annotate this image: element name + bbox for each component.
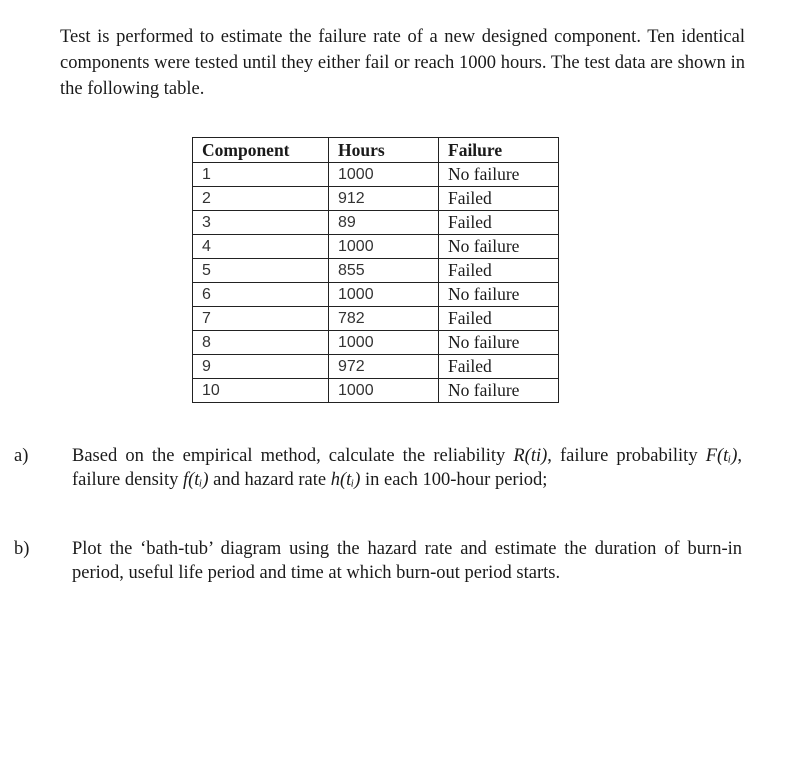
table-row bbox=[193, 187, 559, 211]
cell-component: 3 bbox=[193, 211, 329, 235]
cell-hours: 972 bbox=[329, 355, 439, 379]
cell-failure: No failure bbox=[439, 379, 559, 403]
cell-failure: Failed bbox=[439, 187, 559, 211]
cell-failure: Failed bbox=[439, 307, 559, 331]
header-component: Component bbox=[193, 138, 329, 163]
cell-failure: No failure bbox=[439, 283, 559, 307]
cell-hours: 855 bbox=[329, 259, 439, 283]
reliability-symbol: R(ti) bbox=[513, 446, 548, 466]
cell-hours: 1000 bbox=[329, 163, 439, 187]
cell-failure: Failed bbox=[439, 355, 559, 379]
cell-component: 8 bbox=[193, 331, 329, 355]
cell-component: 1 bbox=[193, 163, 329, 187]
question-a-part2: , failure probability bbox=[547, 446, 706, 466]
cell-component: 7 bbox=[193, 307, 329, 331]
cell-component: 6 bbox=[193, 283, 329, 307]
hazard-rate-symbol: h(tᵢ) bbox=[330, 470, 361, 490]
cell-failure: No failure bbox=[439, 163, 559, 187]
failure-probability-symbol: F(tᵢ) bbox=[705, 446, 738, 466]
cell-hours: 1000 bbox=[329, 331, 439, 355]
cell-hours: 1000 bbox=[329, 283, 439, 307]
cell-hours: 1000 bbox=[329, 235, 439, 259]
cell-hours: 1000 bbox=[329, 379, 439, 403]
cell-component: 5 bbox=[193, 259, 329, 283]
cell-failure: Failed bbox=[439, 259, 559, 283]
table-header-row bbox=[193, 138, 559, 163]
question-a-part3: , failure density bbox=[72, 446, 743, 490]
table-row bbox=[193, 331, 559, 355]
header-hours: Hours bbox=[329, 138, 439, 163]
cell-hours: 89 bbox=[329, 211, 439, 235]
intro-paragraph: Test is performed to estimate the failure rate of a new designed component. Ten identical components were tested until they either fail or reach 1000 hours. The test data are shown in the following table. bbox=[60, 27, 745, 99]
question-a-part4: and hazard rate bbox=[208, 470, 331, 490]
cell-component: 10 bbox=[193, 379, 329, 403]
question-a-part1: Based on the empirical method, calculate the reliability bbox=[72, 446, 514, 466]
table-row bbox=[193, 211, 559, 235]
failure-density-symbol: f(tᵢ) bbox=[182, 470, 209, 490]
cell-component: 4 bbox=[193, 235, 329, 259]
header-failure: Failure bbox=[439, 138, 559, 163]
question-a-marker: a) bbox=[14, 446, 29, 466]
question-a-text bbox=[72, 444, 742, 492]
cell-component: 9 bbox=[193, 355, 329, 379]
table-row bbox=[193, 283, 559, 307]
test-data-table bbox=[192, 137, 559, 403]
table-row bbox=[193, 379, 559, 403]
table-row bbox=[193, 355, 559, 379]
table-row bbox=[193, 259, 559, 283]
question-a-part5: in each 100-hour period; bbox=[360, 470, 548, 490]
cell-failure: No failure bbox=[439, 235, 559, 259]
question-b-marker: b) bbox=[14, 539, 30, 559]
cell-failure: No failure bbox=[439, 331, 559, 355]
cell-failure: Failed bbox=[439, 211, 559, 235]
question-b-text: Plot the ‘bath-tub’ diagram using the hazard rate and estimate the duration of burn-in period, useful life period and time at which burn-out period starts. bbox=[72, 539, 742, 583]
cell-hours: 912 bbox=[329, 187, 439, 211]
cell-hours: 782 bbox=[329, 307, 439, 331]
table-row bbox=[193, 235, 559, 259]
table-row bbox=[193, 307, 559, 331]
cell-component: 2 bbox=[193, 187, 329, 211]
table-row bbox=[193, 163, 559, 187]
